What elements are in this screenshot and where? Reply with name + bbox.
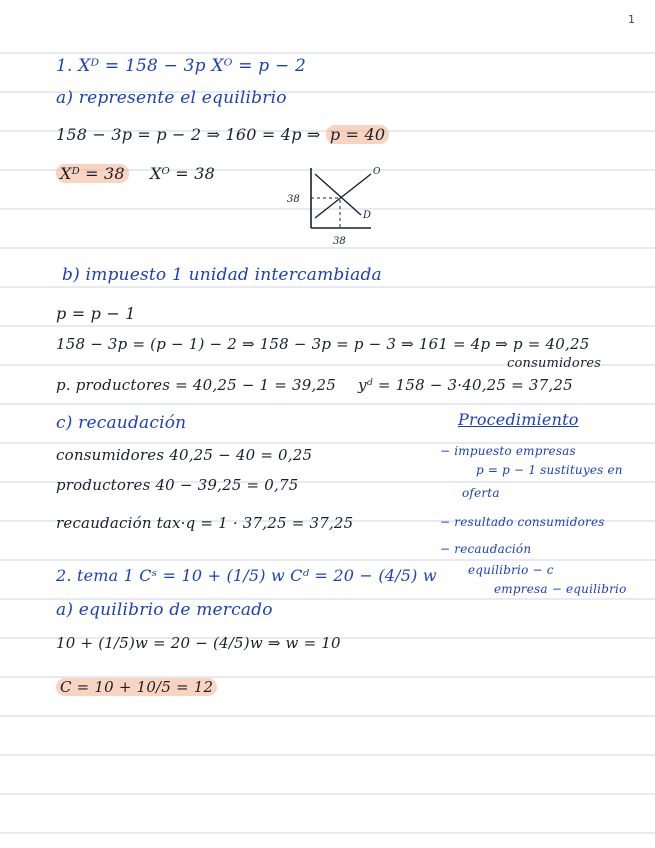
part-b-title: b) impuesto 1 unidad intercambiada <box>62 265 382 285</box>
graph-demand-label: D <box>363 210 372 221</box>
demand-line <box>315 174 361 215</box>
procedure-step-1: − impuesto empresas <box>440 444 576 458</box>
producers-burden: productores 40 − 39,25 = 0,75 <box>56 476 299 494</box>
graph-x-label: 38 <box>333 236 346 247</box>
new-quantity: yᵈ = 158 − 3·40,25 = 37,25 <box>358 376 573 394</box>
part-c-title: c) recaudación <box>56 413 187 433</box>
problem2-c-result <box>56 678 217 696</box>
problem2-equation: 10 + (1/5)w = 20 − (4/5)w ⇒ w = 10 <box>56 634 341 652</box>
equilibrium-quantities <box>56 164 215 183</box>
supply-quantity: Xᴼ = 38 <box>149 164 215 183</box>
procedure-step-3c: empresa − equilibrio <box>494 582 627 596</box>
equilibrium-equation <box>56 125 389 144</box>
procedure-step-3: − recaudación <box>440 542 532 556</box>
producers-price: p. productores = 40,25 − 1 = 39,25 <box>56 376 336 394</box>
procedure-step-3b: equilibrio − c <box>468 563 554 577</box>
problem1-header: 1. Xᴰ = 158 − 3p Xᴼ = p − 2 <box>56 56 307 76</box>
procedure-step-2: − resultado consumidores <box>440 515 605 529</box>
problem2-c-result-text: C = 10 + 10/5 = 12 <box>56 678 217 696</box>
problem2-header: 2. tema 1 Cˢ = 10 + (1/5) w Cᵈ = 20 − (4/5) w <box>56 566 437 585</box>
procedure-title: Procedimiento <box>458 410 579 429</box>
equilibrium-price-result: p = 40 <box>326 125 389 144</box>
demand-quantity: Xᴰ = 38 <box>56 164 129 183</box>
problem2-part-a-title: a) equilibrio de mercado <box>56 600 273 620</box>
tax-equation: 158 − 3p = (p − 1) − 2 ⇒ 158 − 3p = p − 3 ⇒ 161 = 4p ⇒ p = 40,25 <box>56 335 590 353</box>
graph-supply-label: O <box>373 167 381 177</box>
graph-y-label: 38 <box>287 194 300 205</box>
procedure-step-1c: oferta <box>462 486 500 500</box>
revenue-row: recaudación tax·q = 1 · 37,25 = 37,25 <box>56 514 354 532</box>
consumers-label: consumidores <box>507 356 602 371</box>
consumers-burden: consumidores 40,25 − 40 = 0,25 <box>56 446 313 464</box>
supply-demand-graph <box>283 160 393 250</box>
procedure-step-1b: p = p − 1 sustituyes en <box>476 463 623 477</box>
page-number: 1 <box>628 13 635 26</box>
tax-rule: p = p − 1 <box>56 304 136 323</box>
equilibrium-equation-text: 158 − 3p = p − 2 ⇒ 160 = 4p ⇒ <box>56 125 321 144</box>
part-a-title: a) represente el equilibrio <box>56 88 287 108</box>
